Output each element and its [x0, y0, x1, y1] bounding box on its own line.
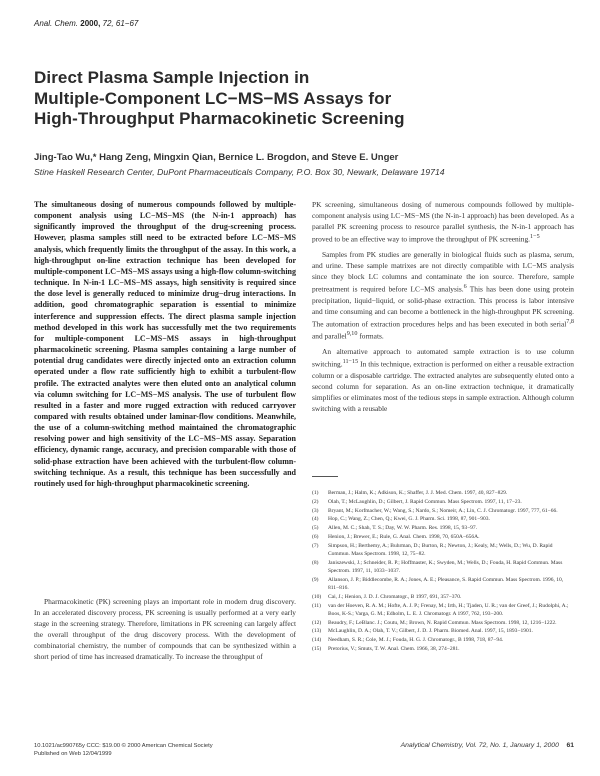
journal-name: Anal. Chem. — [34, 19, 79, 28]
citation-superscript: 1−5 — [530, 234, 540, 241]
title-line: Direct Plasma Sample Injection in — [34, 68, 310, 87]
abstract: The simultaneous dosing of numerous compounds followed by multiple-component analysis using LC−MS−MS (the N-in-1 approach) has significantly improved the throughput of the drug-screening process. However, plasma samples still need to be extracted before LC−MS−MS analysis, which frequently limits the throughput of the assay. In this work, a high-throughput on-line extraction technique has been developed for multiple-component LC−MS−MS assays using a high-flow column-switching technique. In N-in-1 LC−MS−MS assays, high sensitivity is required since the dose level is generally reduced to minimize drug−drug interactions. In addition, good chromatographic separation is essential to minimize interference and suppression effects. The direct plasma sample injection method developed in this work has successfully met the two requirements for multiple-component LC−MS−MS assays in high-throughput pharmacokinetic screening. Plasma samples containing a large number of potential drug candidates were directly injected onto an extraction column operated under a flow rate sufficiently high to exhibit a turbulent-flow profile. The extracted analytes were then eluted onto an analytical column via column switching for LC−MS−MS analysis. The use of turbulent flow resulted in a faster and more rugged extraction with reduced carryover compared with results obtained under laminar-flow conditions. Meanwhile, the use of a column-switching method maintained the chromatographic resolving power and high sensitivity of the LC−MS−MS assay. Separation efficiency, dynamic range, accuracy, and precision comparable with those of solid-phase extraction have been achieved with the turbulent-flow column-switching technique. As a result, this technique has been successfully and routinely used for high-throughput pharmacokinetic screening. — [34, 200, 296, 488]
paragraph: An alternative approach to automated sample extraction is to use column switching.$^{11-15}$ In this technique, extraction is performed on either a reusable extraction column or a disposable cartridge. The extracted analytes are subsequently eluted onto a second column for separation. As an on-line extraction technique, it dramatically simplifies or eliminates most of the tedious steps in sample extraction. Although column switching with a reusable — [312, 347, 574, 413]
citation-superscript: 7,8 — [566, 318, 574, 325]
reference-item: (4) Hop, C.; Wang, Z.; Chen, Q.; Kwei, G. J. Pharm. Sci. 1998, 87, 901−903. — [312, 516, 490, 523]
reference-item: (11) van der Hoeven, R. A. M.; Hofte, A. J. P.; Frenay, M.; Irth, H.; Tjaden, U. R.; van der Greef, J.; Rudolphi, A.; Boos, K-S.; Varga, G. M.; Edholm, L. E. J. Chromatogr. A 1997, 762, 193−200. — [312, 602, 569, 617]
reference-item: (9) Allanson, J. P.; Biddlecombe, R. A.; Jones, A. E.; Pleasance, S. Rapid Commun. Mass Spectrom. 1996, 10, 811−816. — [312, 576, 564, 591]
reference-item: (12) Beaudry, F.; LeBlanc. J.; Coutu, M.; Brown, N. Rapid Commun. Mass Spectrom. 1998, 12, 1216−1222. — [312, 619, 557, 626]
citation-superscript: 6 — [463, 284, 467, 291]
citation-superscript: 11−15 — [342, 359, 359, 366]
journal-year: 2000, — [80, 19, 101, 28]
reference-item: (13) McLaughlin, D. A.; Olah, T. V.; Gilbert, J. D. J. Pharm. Biomed. Anal. 1997, 15, 1893−1901. — [312, 628, 533, 635]
affiliation: Stine Haskell Research Center, DuPont Pharmaceuticals Company, P.O. Box 30, Newark, Delaware 19714 — [34, 167, 445, 177]
footer-journal-line: Analytical Chemistry, Vol. 72, No. 1, January 1, 2000 — [400, 742, 559, 749]
citation-superscript: 9,10 — [346, 331, 358, 338]
article-title — [34, 68, 574, 130]
page-number: 61 — [566, 742, 574, 749]
reference-item: (10) Cai, J.; Henion, J. D. J. Chromatogr., B 1997, 691, 357−370. — [312, 593, 462, 600]
reference-item: (1) Berman, J.; Halm, K.; Adkison, K.; Shaffer, J. J. Med. Chem. 1997, 40, 827−829. — [312, 490, 508, 496]
introduction-left-column: Pharmacokinetic (PK) screening plays an important role in modern drug discovery. In an accelerated discovery process, PK screening is usually performed at a very early stage in the screening strategy. Therefore, limitations in PK screening can largely affect the overall throughput of the drug discovery process. With the development of combinatorial chemistry, the number of compounds that can be synthesized within a short period of time has increased dramatically. To increase the throughput of — [34, 597, 296, 662]
title-line: High-Throughput Pharmacokinetic Screening — [34, 109, 405, 128]
reference-list — [312, 489, 574, 654]
reference-item: (15) Pretorius, V.; Smuts, T. W. Anal. Chem. 1966, 38, 274−281. — [312, 645, 460, 652]
footer-doi — [34, 742, 213, 758]
introduction-right-column — [312, 199, 574, 418]
paragraph: Samples from PK studies are generally in biological fluids such as plasma, serum, and urine. These sample matrixes are not directly compatible with LC−MS analysis since they block LC columns and contaminate the ion source. Therefore, sample pretreatment is required before LC−MS analysis.$^6$ This has been done using protein precipitation, liquid−liquid, or solid-phase extraction. This process is labor intensive and time consuming and can become a bottleneck in the high-throughput PK screening. The automation of extraction procedures helps and has been executed in both serial$^{7,8}$ and parallel$^{9,10}$ formats. — [312, 249, 574, 341]
published-line: Published on Web 12/04/1999 — [34, 751, 112, 757]
references-divider — [312, 476, 338, 477]
reference-item: (8) Janiszewski, J.; Schneider, R. P.; Hoffmaster, K.; Swyden, M.; Wells, D.; Fouda, H. Rapid Commun. Mass Spectrom. 1997, 11, 1033−1037. — [312, 559, 563, 574]
footer-journal — [360, 742, 574, 749]
reference-item: (2) Olah, T.; McLaughlin, D.; Gilbert, J. Rapid Commun. Mass Spectrom. 1997, 11, 17−23. — [312, 498, 522, 505]
reference-item: (6) Henion, J.; Brewer, E.; Rule, G. Anal. Chem. 1998, 70, 650A−656A. — [312, 533, 480, 540]
title-line: Multiple-Component LC−MS−MS Assays for — [34, 88, 392, 108]
paragraph: PK screening, simultaneous dosing of numerous compounds followed by multiple-component analysis using LC−MS−MS (the N-in-1 approach) has been developed. As a parallel PK screening process to resource parallel synthesis, the N-in-1 approach has proved to be an effective way to improve the throughput of PK screening.$^{1-5}$ — [312, 200, 574, 244]
reference-item: (3) Bryant, M.; Korfmacher, W.; Wang, S.; Nardo, S.; Nomeir, A.; Lin, C. J. Chromatogr. 1997, 777, 61−66. — [312, 507, 558, 514]
author-list: Jing-Tao Wu,* Hang Zeng, Mingxin Qian, Bernice L. Brogdon, and Steve E. Unger — [34, 152, 399, 163]
doi-line: 10.1021/ac990765y CCC: $19.00 © 2000 American Chemical Society — [34, 743, 213, 749]
journal-volume-pages: 72, 61−67 — [102, 19, 139, 28]
reference-item: (14) Needham, S. R.; Cole, M. J.; Fouda, H. G. J. Chromatogr., B 1998, 718, 87−94. — [312, 637, 504, 644]
reference-item: (7) Simpson, H.; Berthemy, A.; Buhrman, D.; Burton, R.; Newton, J.; Kealy, M.; Wells, D.; Wu, D. Rapid Commun. Mass Spectrom. 1998, 12, 75−82. — [312, 542, 553, 557]
reference-item: (5) Allen, M. C.; Shah, T. S.; Day, W. W. Pharm. Res. 1998, 15, 93−97. — [312, 525, 478, 532]
journal-citation — [34, 19, 138, 28]
